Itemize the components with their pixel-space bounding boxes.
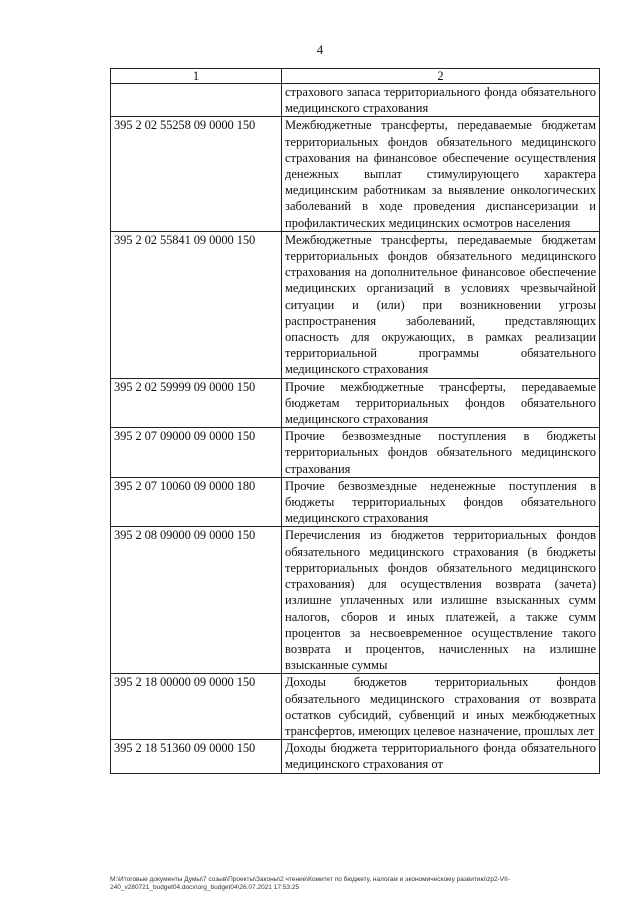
description-cell: страхового запаса территориального фонда обязательного медицинского страхования: [282, 84, 600, 117]
budget-code-cell: 395 2 18 51360 09 0000 150: [111, 740, 282, 773]
budget-code-cell: 395 2 07 10060 09 0000 180: [111, 477, 282, 527]
description-cell: Прочие безвозмездные неденежные поступления в бюджеты территориальных фондов обязательного медицинского страхования: [282, 477, 600, 527]
table-row: [111, 84, 600, 117]
footer-path-line: M:\Итоговые документы Думы\7 созыв\Проекты\Законы\2 чтение\Комитет по бюджету, налогам и экономическому развитию\zp2-VII-: [110, 876, 510, 883]
description-cell: Доходы бюджетов территориальных фондов обязательного медицинского страхования от возврата остатков субсидий, субвенций и иных межбюджетных трансфертов, имеющих целевое назначение, прошлых лет: [282, 674, 600, 740]
budget-code-cell: 395 2 18 00000 09 0000 150: [111, 674, 282, 740]
page-number: 4: [316, 42, 324, 57]
table-row: [111, 477, 600, 527]
budget-code-cell: 395 2 07 09000 09 0000 150: [111, 428, 282, 478]
description-cell: Межбюджетные трансферты, передаваемые бюджетам территориальных фондов обязательного медицинского страхования на финансовое обеспечение осуществления денежных выплат стимулирующего характера медицинским работникам за выявление онкологических заболеваний в ходе проведения диспансеризации и профилактических медицинских осмотров населения: [282, 117, 600, 231]
table-row: [111, 231, 600, 378]
budget-code-cell: 395 2 08 09000 09 0000 150: [111, 527, 282, 674]
file-path-footer: [110, 876, 615, 892]
budget-codes-table: [110, 68, 600, 774]
table-row: [111, 527, 600, 674]
table-row: [111, 674, 600, 740]
budget-code-cell: [111, 84, 282, 117]
column-header-1: 1: [111, 69, 282, 84]
footer-path-line: 240_v280721_budget04.docx\org_budget04\26.07.2021 17:53:25: [110, 884, 300, 891]
table-row: [111, 428, 600, 478]
description-cell: Перечисления из бюджетов территориальных фондов обязательного медицинского страхования (в бюджеты территориальных фондов обязательного медицинского страхования) для осуществления возврата (зачета) излишне уплаченных или излишне взысканных сумм налогов, сборов и иных платежей, а также сумм процентов за несвоевременное осуществление такого возврата и процентов, начисленных на излишне взысканные суммы: [282, 527, 600, 674]
budget-code-cell: 395 2 02 59999 09 0000 150: [111, 378, 282, 428]
table-row: [111, 378, 600, 428]
table-header-row: [111, 69, 600, 84]
column-header-2: 2: [282, 69, 600, 84]
table-row: [111, 117, 600, 231]
table-row: [111, 740, 600, 773]
description-cell: Доходы бюджета территориального фонда обязательного медицинского страхования от: [282, 740, 600, 773]
description-cell: Межбюджетные трансферты, передаваемые бюджетам территориальных фондов обязательного медицинского страхования на дополнительное финансовое обеспечение медицинских организаций в условиях чрезвычайной ситуации и (или) при возникновении угрозы распространения заболеваний, представляющих опасность для окружающих, в рамках реализации территориальной программы обязательного медицинского страхования: [282, 231, 600, 378]
description-cell: Прочие межбюджетные трансферты, передаваемые бюджетам территориальных фондов обязательного медицинского страхования: [282, 378, 600, 428]
budget-code-cell: 395 2 02 55258 09 0000 150: [111, 117, 282, 231]
budget-code-cell: 395 2 02 55841 09 0000 150: [111, 231, 282, 378]
description-cell: Прочие безвозмездные поступления в бюджеты территориальных фондов обязательного медицинского страхования: [282, 428, 600, 478]
